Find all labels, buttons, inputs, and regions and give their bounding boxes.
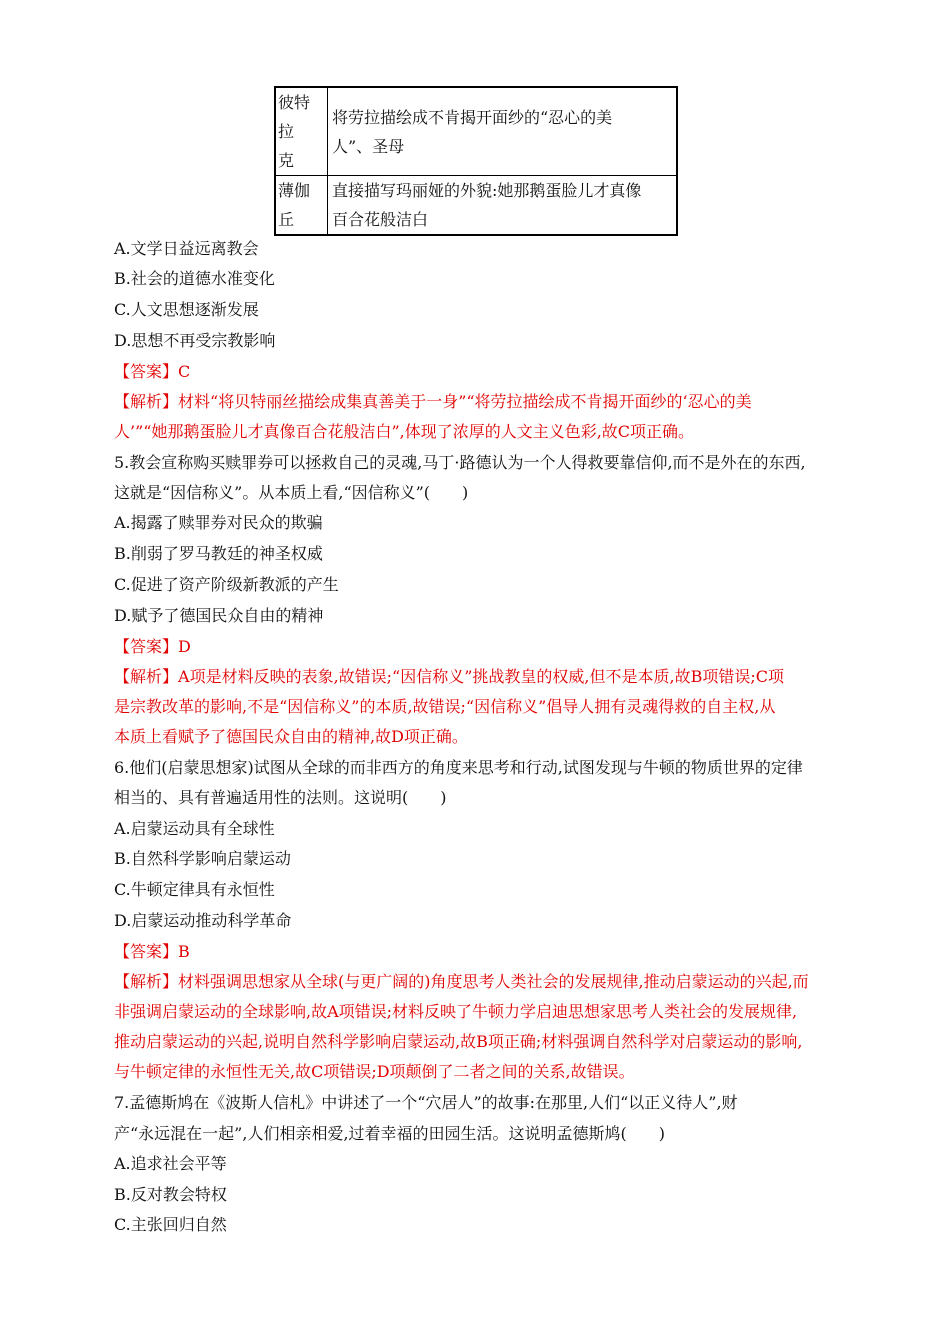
q5-analysis-line: 是宗教改革的影响,不是“因信称义”的本质,故错误;“因信称义”倡导人拥有灵魂得救的自主权,从 [114, 697, 776, 716]
analysis-tag: 【解析】 [114, 972, 179, 991]
q6-answer [114, 942, 190, 962]
cell-text: 克 [278, 151, 295, 170]
table-row [275, 176, 677, 236]
q4-answer [114, 362, 190, 382]
q6-analysis-line: 与牛顿定律的永恒性无关,故C项错误;D项颠倒了二者之间的关系,故错误。 [114, 1062, 635, 1081]
q5-stem-line: 这就是“因信称义”。从本质上看,“因信称义”( ) [114, 483, 469, 502]
q6-stem-line: 相当的、具有普遍适用性的法则。这说明( ) [114, 788, 447, 807]
q6-option-b: B.自然科学影响启蒙运动 [114, 849, 291, 868]
analysis-text: 材料强调思想家从全球(与更广阔的)角度思考人类社会的发展规律,推动启蒙运动的兴起,而 [178, 972, 809, 991]
answer-value: D [178, 637, 191, 656]
table-cell-name [275, 87, 328, 176]
q5-option-a: A.揭露了赎罪券对民众的欺骗 [114, 513, 323, 532]
q5-analysis-line: 本质上看赋予了德国民众自由的精神,故D项正确。 [114, 727, 468, 746]
q6-analysis-line [114, 972, 809, 992]
q6-stem-line: 6.他们(启蒙思想家)试图从全球的而非西方的角度来思考和行动,试图发现与牛顿的物质世界的定律 [114, 758, 803, 777]
q5-analysis-line [114, 667, 784, 687]
cell-text: 百合花般洁白 [332, 210, 429, 229]
table-cell-desc [328, 87, 678, 176]
q4-option-b: B.社会的道德水准变化 [114, 269, 275, 288]
table-row [275, 87, 677, 176]
answer-tag: 【答案】 [114, 362, 179, 381]
answer-tag: 【答案】 [114, 637, 179, 656]
analysis-tag: 【解析】 [114, 667, 179, 686]
q5-option-c: C.促进了资产阶级新教派的产生 [114, 575, 339, 594]
q7-option-b: B.反对教会特权 [114, 1185, 227, 1204]
q7-option-c: C.主张回归自然 [114, 1215, 227, 1234]
answer-tag: 【答案】 [114, 942, 179, 961]
q6-option-d: D.启蒙运动推动科学革命 [114, 911, 292, 930]
q4-option-a: A.文学日益远离教会 [114, 239, 259, 258]
material-table [274, 86, 678, 236]
analysis-text: 材料“将贝特丽丝描绘成集真善美于一身”“将劳拉描绘成不肯揭开面纱的‘忍心的美 [178, 392, 752, 411]
analysis-tag: 【解析】 [114, 392, 179, 411]
cell-text: 直接描写玛丽娅的外貌:她那鹅蛋脸儿才真像 [332, 181, 642, 200]
q7-stem-line: 产“永远混在一起”,人们相亲相爱,过着幸福的田园生活。这说明孟德斯鸠( ) [114, 1124, 666, 1143]
q7-stem-line: 7.孟德斯鸠在《波斯人信札》中讲述了一个“穴居人”的故事:在那里,人们“以正义待人”,财 [114, 1093, 738, 1112]
table-cell-name [275, 176, 328, 236]
q6-analysis-line: 非强调启蒙运动的全球影响,故A项错误;材料反映了牛顿力学启迪思想家思考人类社会的发展规律, [114, 1002, 798, 1021]
q7-option-a: A.追求社会平等 [114, 1154, 227, 1173]
q4-analysis-line [114, 392, 752, 412]
q5-answer [114, 637, 191, 657]
q5-option-d: D.赋予了德国民众自由的精神 [114, 606, 324, 625]
q6-option-a: A.启蒙运动具有全球性 [114, 819, 275, 838]
cell-text: 将劳拉描绘成不肯揭开面纱的“忍心的美 [332, 107, 613, 127]
q4-analysis-line: 人’”“她那鹅蛋脸儿才真像百合花般洁白”,体现了浓厚的人文主义色彩,故C项正确。 [114, 422, 695, 441]
cell-text: 人”、圣母 [332, 136, 405, 156]
q4-option-d: D.思想不再受宗教影响 [114, 331, 276, 350]
answer-value: C [178, 362, 191, 381]
cell-text: 薄伽丘 [278, 181, 311, 229]
q5-stem-line: 5.教会宣称购买赎罪券可以拯救自己的灵魂,马丁·路德认为一个人得救要靠信仰,而不是外在的东西, [114, 453, 806, 472]
answer-value: B [178, 942, 190, 961]
q5-option-b: B.削弱了罗马教廷的神圣权威 [114, 544, 323, 563]
analysis-text: A项是材料反映的表象,故错误;“因信称义”挑战教皇的权威,但不是本质,故B项错误;C项 [178, 667, 784, 686]
q4-option-c: C.人文思想逐渐发展 [114, 300, 259, 319]
q6-analysis-line: 推动启蒙运动的兴起,说明自然科学影响启蒙运动,故B项正确;材料强调自然科学对启蒙运动的影响, [114, 1032, 803, 1051]
cell-text: 彼特拉 [278, 93, 311, 141]
table-cell-desc [328, 176, 678, 236]
q6-option-c: C.牛顿定律具有永恒性 [114, 880, 275, 899]
